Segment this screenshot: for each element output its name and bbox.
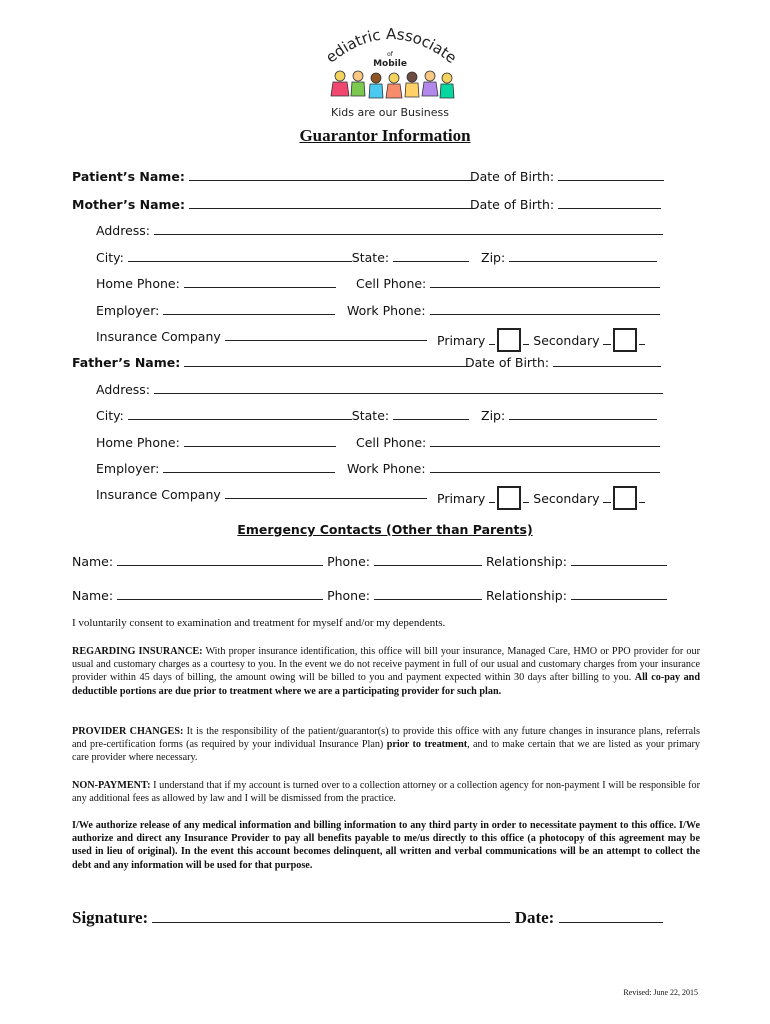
mother-secondary-label: Secondary — [533, 333, 600, 348]
mother-employer-row — [96, 302, 335, 318]
mother-name-field[interactable] — [189, 196, 472, 209]
nonpayment-text: I understand that if my account is turned over to a collection attorney or a collection agency for non-payment I will be responsible for any additional fees as allowed by law and I will be dismissed from the practice. — [72, 780, 700, 805]
signature-row — [72, 906, 663, 928]
father-dob-row — [465, 354, 661, 370]
father-city-row — [96, 407, 657, 423]
father-address-label: Address: — [96, 382, 150, 397]
father-state-label: State: — [351, 408, 390, 423]
father-primary-checkbox[interactable] — [497, 486, 521, 510]
insurance-bold-text: All co-pay and deductible portions are due prior to treatment where we are a participating provider for such plan. — [72, 672, 700, 697]
svg-text:Mobile: Mobile — [373, 59, 407, 69]
father-employer-label: Employer: — [96, 461, 160, 476]
father-home-phone-label: Home Phone: — [96, 435, 180, 450]
patient-name-field[interactable] — [189, 168, 475, 181]
father-insurance-row — [96, 486, 427, 502]
father-cell-phone-field[interactable] — [430, 434, 660, 447]
mother-address-field[interactable] — [154, 222, 663, 235]
emergency-2-relationship-label: Relationship: — [485, 588, 567, 603]
mother-insurance-type-row — [437, 328, 645, 352]
emergency-1-phone-field[interactable] — [374, 553, 482, 566]
mother-city-field[interactable] — [128, 249, 352, 262]
mother-dob-label: Date of Birth: — [470, 197, 555, 212]
mother-primary-checkbox[interactable] — [497, 328, 521, 352]
provider-text-1: It is the responsibility of the patient/guarantor(s) to provide this office with any future changes in insurance plans, referrals and pre-certification forms (as required by your individual Insurance Plan) — [72, 726, 700, 751]
mother-work-phone-row — [347, 302, 660, 318]
father-employer-field[interactable] — [163, 460, 335, 473]
mother-dob-field[interactable] — [558, 196, 661, 209]
mother-address-row — [96, 222, 663, 238]
father-work-phone-field[interactable] — [430, 460, 660, 473]
provider-bold-text: prior to treatment — [386, 739, 468, 751]
mother-home-phone-label: Home Phone: — [96, 276, 180, 291]
emergency-1-name-label: Name: — [72, 554, 114, 569]
insurance-paragraph — [72, 645, 700, 698]
father-secondary-label: Secondary — [533, 491, 600, 506]
mother-cell-phone-field[interactable] — [430, 275, 660, 288]
emergency-1-name-field[interactable] — [117, 553, 323, 566]
insurance-heading: REGARDING INSURANCE: — [72, 646, 203, 657]
father-insurance-type-row — [437, 486, 645, 510]
page-title: Guarantor Information — [299, 126, 471, 145]
emergency-1-relationship-label: Relationship: — [485, 554, 567, 569]
father-employer-row — [96, 460, 335, 476]
father-insurance-label: Insurance Company — [96, 487, 221, 502]
emergency-contacts-heading: Emergency Contacts (Other than Parents) — [237, 522, 533, 537]
mother-home-phone-field[interactable] — [184, 275, 336, 288]
emergency-1-relationship-field[interactable] — [571, 553, 667, 566]
father-address-row — [96, 381, 663, 397]
date-label: Date: — [514, 908, 555, 927]
father-city-label: City: — [96, 408, 124, 423]
emergency-2-phone-label: Phone: — [327, 588, 370, 603]
patient-name-row — [72, 168, 475, 184]
provider-text-2: , and to make certain that we are listed as your primary care provider where necessary. — [72, 739, 701, 764]
mother-secondary-checkbox[interactable] — [613, 328, 637, 352]
mother-cell-phone-label: Cell Phone: — [356, 276, 427, 291]
mother-primary-label: Primary — [437, 333, 486, 348]
father-home-phone-row — [96, 434, 336, 450]
mother-state-field[interactable] — [393, 249, 469, 262]
emergency-2-name-label: Name: — [72, 588, 114, 603]
patient-dob-field[interactable] — [558, 168, 664, 181]
mother-name-label: Mother’s Name: — [72, 197, 186, 212]
signature-field[interactable] — [152, 906, 510, 923]
nonpayment-heading: NON-PAYMENT: — [72, 780, 151, 791]
father-dob-field[interactable] — [553, 354, 661, 367]
revision-date: Revised: June 22, 2015 — [623, 988, 698, 997]
emergency-2-relationship-field[interactable] — [571, 587, 667, 600]
father-home-phone-field[interactable] — [184, 434, 336, 447]
emergency-contact-2-row — [72, 587, 667, 603]
father-state-field[interactable] — [393, 407, 469, 420]
signature-date-field[interactable] — [559, 906, 663, 923]
father-zip-field[interactable] — [509, 407, 657, 420]
mother-work-phone-field[interactable] — [430, 302, 660, 315]
mother-employer-field[interactable] — [163, 302, 335, 315]
patient-name-label: Patient’s Name: — [72, 169, 185, 184]
father-work-phone-label: Work Phone: — [347, 461, 426, 476]
authorization-paragraph: I/We authorize release of any medical information and billing information to any third party in order to necessitate payment to this office. I/We authorize and direct any Insurance Provider to pay all benefits payable to me/us directly to this office (a photocopy of this agreement may be used in lieu of original). In the event this account becomes delinquent, all written and verbal communications will be an attempt to collect the debt and any information will be used for that purpose. — [72, 820, 700, 871]
mother-employer-label: Employer: — [96, 303, 160, 318]
father-primary-label: Primary — [437, 491, 486, 506]
provider-heading: PROVIDER CHANGES: — [72, 726, 184, 737]
mother-zip-label: Zip: — [481, 250, 506, 265]
emergency-1-phone-label: Phone: — [327, 554, 370, 569]
patient-dob-row — [470, 168, 664, 184]
emergency-2-name-field[interactable] — [117, 587, 323, 600]
mother-zip-field[interactable] — [509, 249, 657, 262]
father-name-label: Father’s Name: — [72, 355, 181, 370]
father-dob-label: Date of Birth: — [465, 355, 550, 370]
father-secondary-checkbox[interactable] — [613, 486, 637, 510]
svg-text:of: of — [387, 51, 393, 58]
mother-insurance-label: Insurance Company — [96, 329, 221, 344]
father-insurance-field[interactable] — [225, 486, 427, 499]
father-cell-phone-label: Cell Phone: — [356, 435, 427, 450]
consent-statement: I voluntarily consent to examination and treatment for myself and/or my dependents. — [72, 617, 446, 629]
patient-dob-label: Date of Birth: — [470, 169, 555, 184]
father-cell-phone-row — [356, 434, 660, 450]
father-address-field[interactable] — [154, 381, 663, 394]
kids-figures-illustration — [331, 71, 454, 98]
father-city-field[interactable] — [128, 407, 352, 420]
provider-changes-paragraph — [72, 725, 700, 765]
emergency-2-phone-field[interactable] — [374, 587, 482, 600]
emergency-contact-1-row — [72, 553, 667, 569]
svg-text:Kids are our Business: Kids are our Business — [331, 106, 449, 119]
signature-label: Signature: — [72, 908, 149, 927]
mother-dob-row — [470, 196, 661, 212]
mother-cell-phone-row — [356, 275, 660, 291]
insurance-text: With proper insurance identification, this office will bill your insurance, Managed Care, HMO or PPO provider for our usual and customary charges as a courtesy to you. In the event we do not receive payment in full of our usual and customary charges from your insurance provider within 45 days of billing, the amount owing will be billed to you and payment expected within 30 days after billing to you. — [72, 646, 701, 684]
mother-city-row — [96, 249, 657, 265]
non-payment-paragraph — [72, 779, 700, 805]
mother-city-label: City: — [96, 250, 124, 265]
mother-name-row — [72, 196, 472, 212]
mother-insurance-field[interactable] — [225, 328, 427, 341]
mother-work-phone-label: Work Phone: — [347, 303, 426, 318]
practice-logo — [320, 20, 460, 122]
svg-text:Pediatric Associates: ediatric Associate — [322, 24, 460, 68]
father-work-phone-row — [347, 460, 660, 476]
mother-insurance-row — [96, 328, 427, 344]
father-name-field[interactable] — [184, 354, 467, 367]
mother-address-label: Address: — [96, 223, 150, 238]
father-name-row — [72, 354, 467, 370]
mother-state-label: State: — [351, 250, 390, 265]
father-zip-label: Zip: — [481, 408, 506, 423]
mother-home-phone-row — [96, 275, 336, 291]
